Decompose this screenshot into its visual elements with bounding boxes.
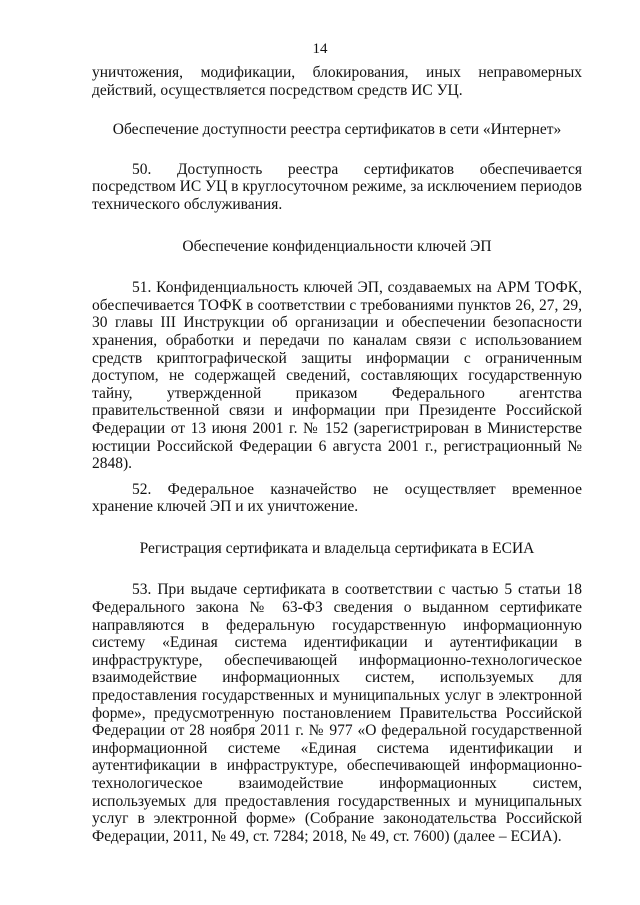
paragraph-51: 51. Конфиденциальность ключей ЭП, создаваемых на АРМ ТОФК, обеспечивается ТОФК в соответствии с требованиями пунктов 26, 27, 29, 30 главы III Инструкции об организации и обеспечении безопасности хранения, обработки и передачи по каналам связи с использованием средств криптографической защиты информации с ограниченным доступом, не содержащей сведений, составляющих государственную тайну, утвержденной приказом Федерального агентства правительственной связи и информации при Президенте Российской Федерации от 13 июня 2001 г. № 152 (зарегистрирован в Министерстве юстиции Российской Федерации 6 августа 2001 г., регистрационный № 2848). — [92, 279, 582, 473]
paragraph-53: 53. При выдаче сертификата в соответствии с частью 5 статьи 18 Федерального закона № 63-ФЗ сведения о выданном сертификате направляются в федеральную государственную информационную систему «Единая система идентификации и аутентификации в инфраструктуре, обеспечивающей информационно-технологическое взаимодействие информационных систем, используемых для предоставления государственных и муниципальных услуг в электронной форме», предусмотренную постановлением Правительства Российской Федерации от 28 ноября 2011 г. № 977 «О федеральной государственной информационной системе «Единая система идентификации и аутентификации в инфраструктуре, обеспечивающей информационно-технологическое взаимодействие информационных систем, используемых для предоставления государственных и муниципальных услуг в электронной форме» (Собрание законодательства Российской Федерации, 2011, № 49, ст. 7284; 2018, № 49, ст. 7600) (далее – ЕСИА). — [92, 581, 582, 845]
paragraph-continuation: уничтожения, модификации, блокирования, иных неправомерных действий, осуществляется посредством средств ИС УЦ. — [92, 64, 582, 99]
paragraph-52: 52. Федеральное казначейство не осуществляет временное хранение ключей ЭП и их уничтожение. — [92, 480, 582, 516]
section-heading-availability: Обеспечение доступности реестра сертификатов в сети «Интернет» — [112, 121, 562, 139]
paragraph-50: 50. Доступность реестра сертификатов обеспечивается посредством ИС УЦ в круглосуточном режиме, за исключением периодов технического обслуживания. — [92, 160, 582, 213]
page-number: 14 — [312, 41, 328, 57]
document-body — [92, 64, 582, 845]
section-heading-registration: Регистрация сертификата и владельца сертификата в ЕСИА — [139, 539, 535, 557]
section-heading-confidentiality: Обеспечение конфиденциальности ключей ЭП — [182, 237, 492, 255]
